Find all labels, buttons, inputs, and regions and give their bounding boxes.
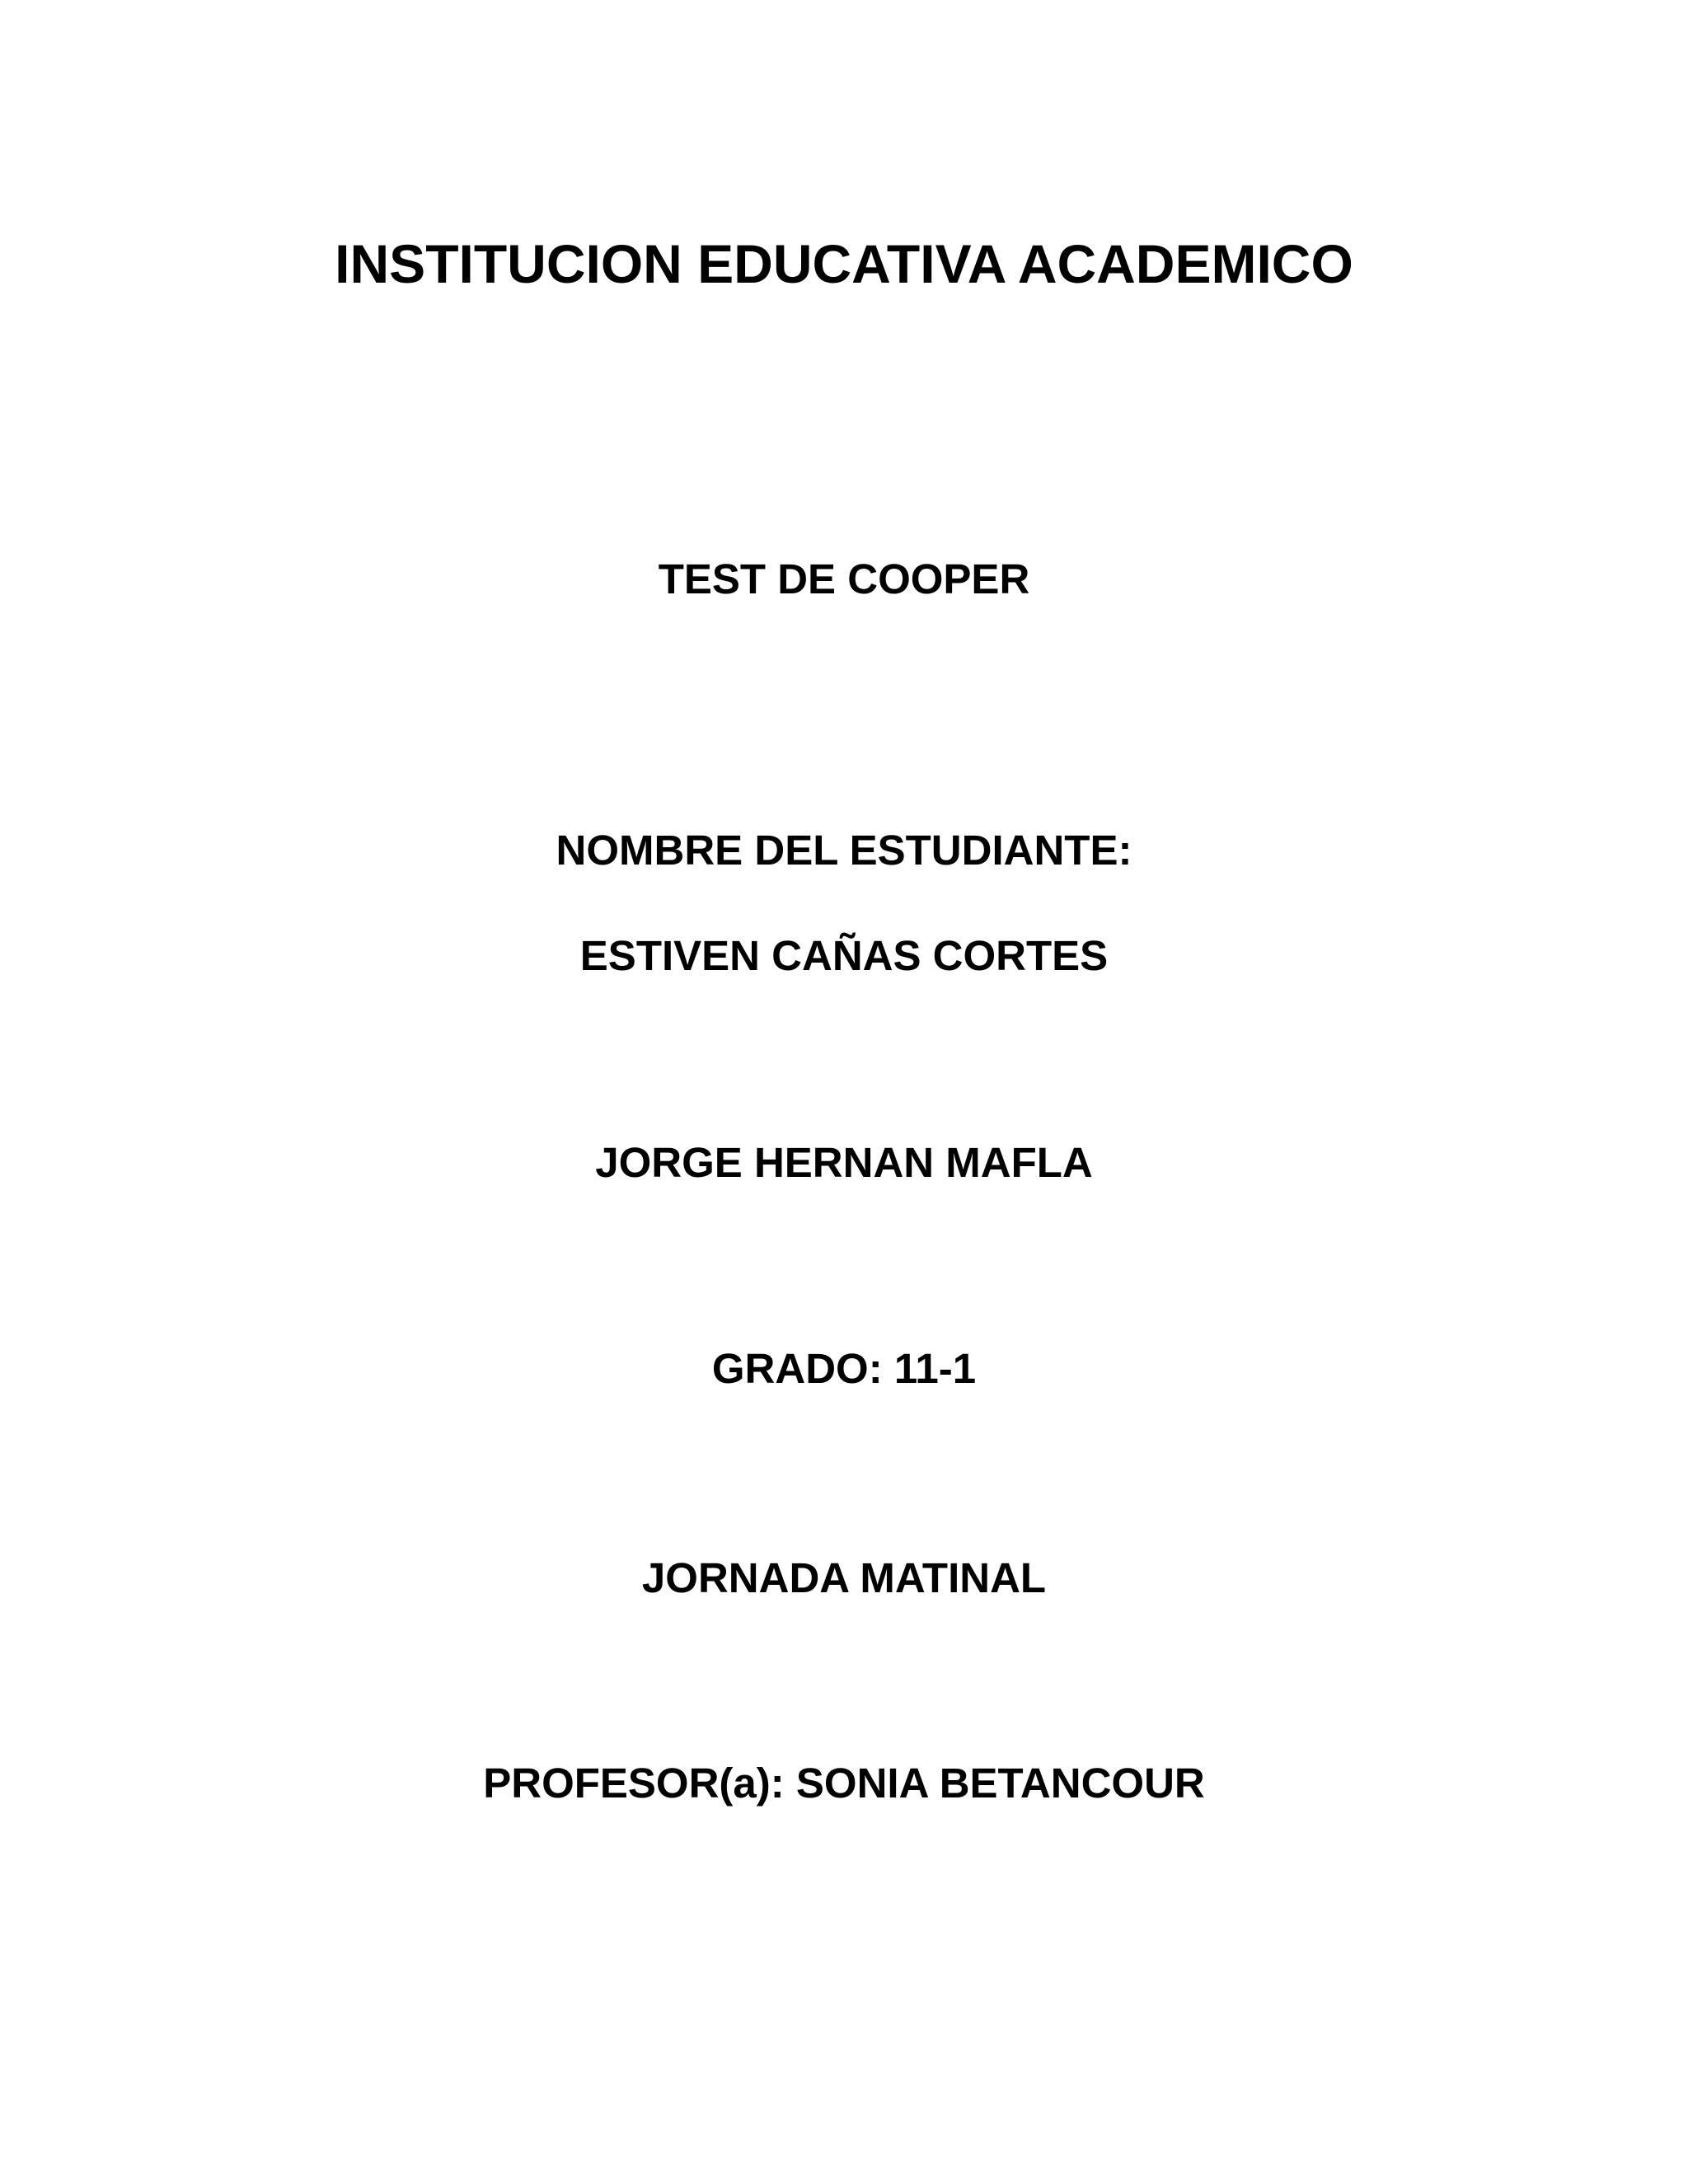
institution-title: INSTITUCION EDUCATIVA ACADEMICO	[335, 233, 1353, 294]
student-label: NOMBRE DEL ESTUDIANTE:	[556, 827, 1132, 874]
teacher: PROFESOR(a): SONIA BETANCOUR	[483, 1760, 1205, 1807]
test-name: TEST DE COOPER	[658, 555, 1030, 602]
shift: JORNADA MATINAL	[641, 1554, 1047, 1601]
grade: GRADO: 11-1	[711, 1345, 977, 1392]
student-name-1: ESTIVEN CAÑAS CORTES	[579, 932, 1109, 979]
student-name-2: JORGE HERNAN MAFLA	[595, 1139, 1093, 1186]
